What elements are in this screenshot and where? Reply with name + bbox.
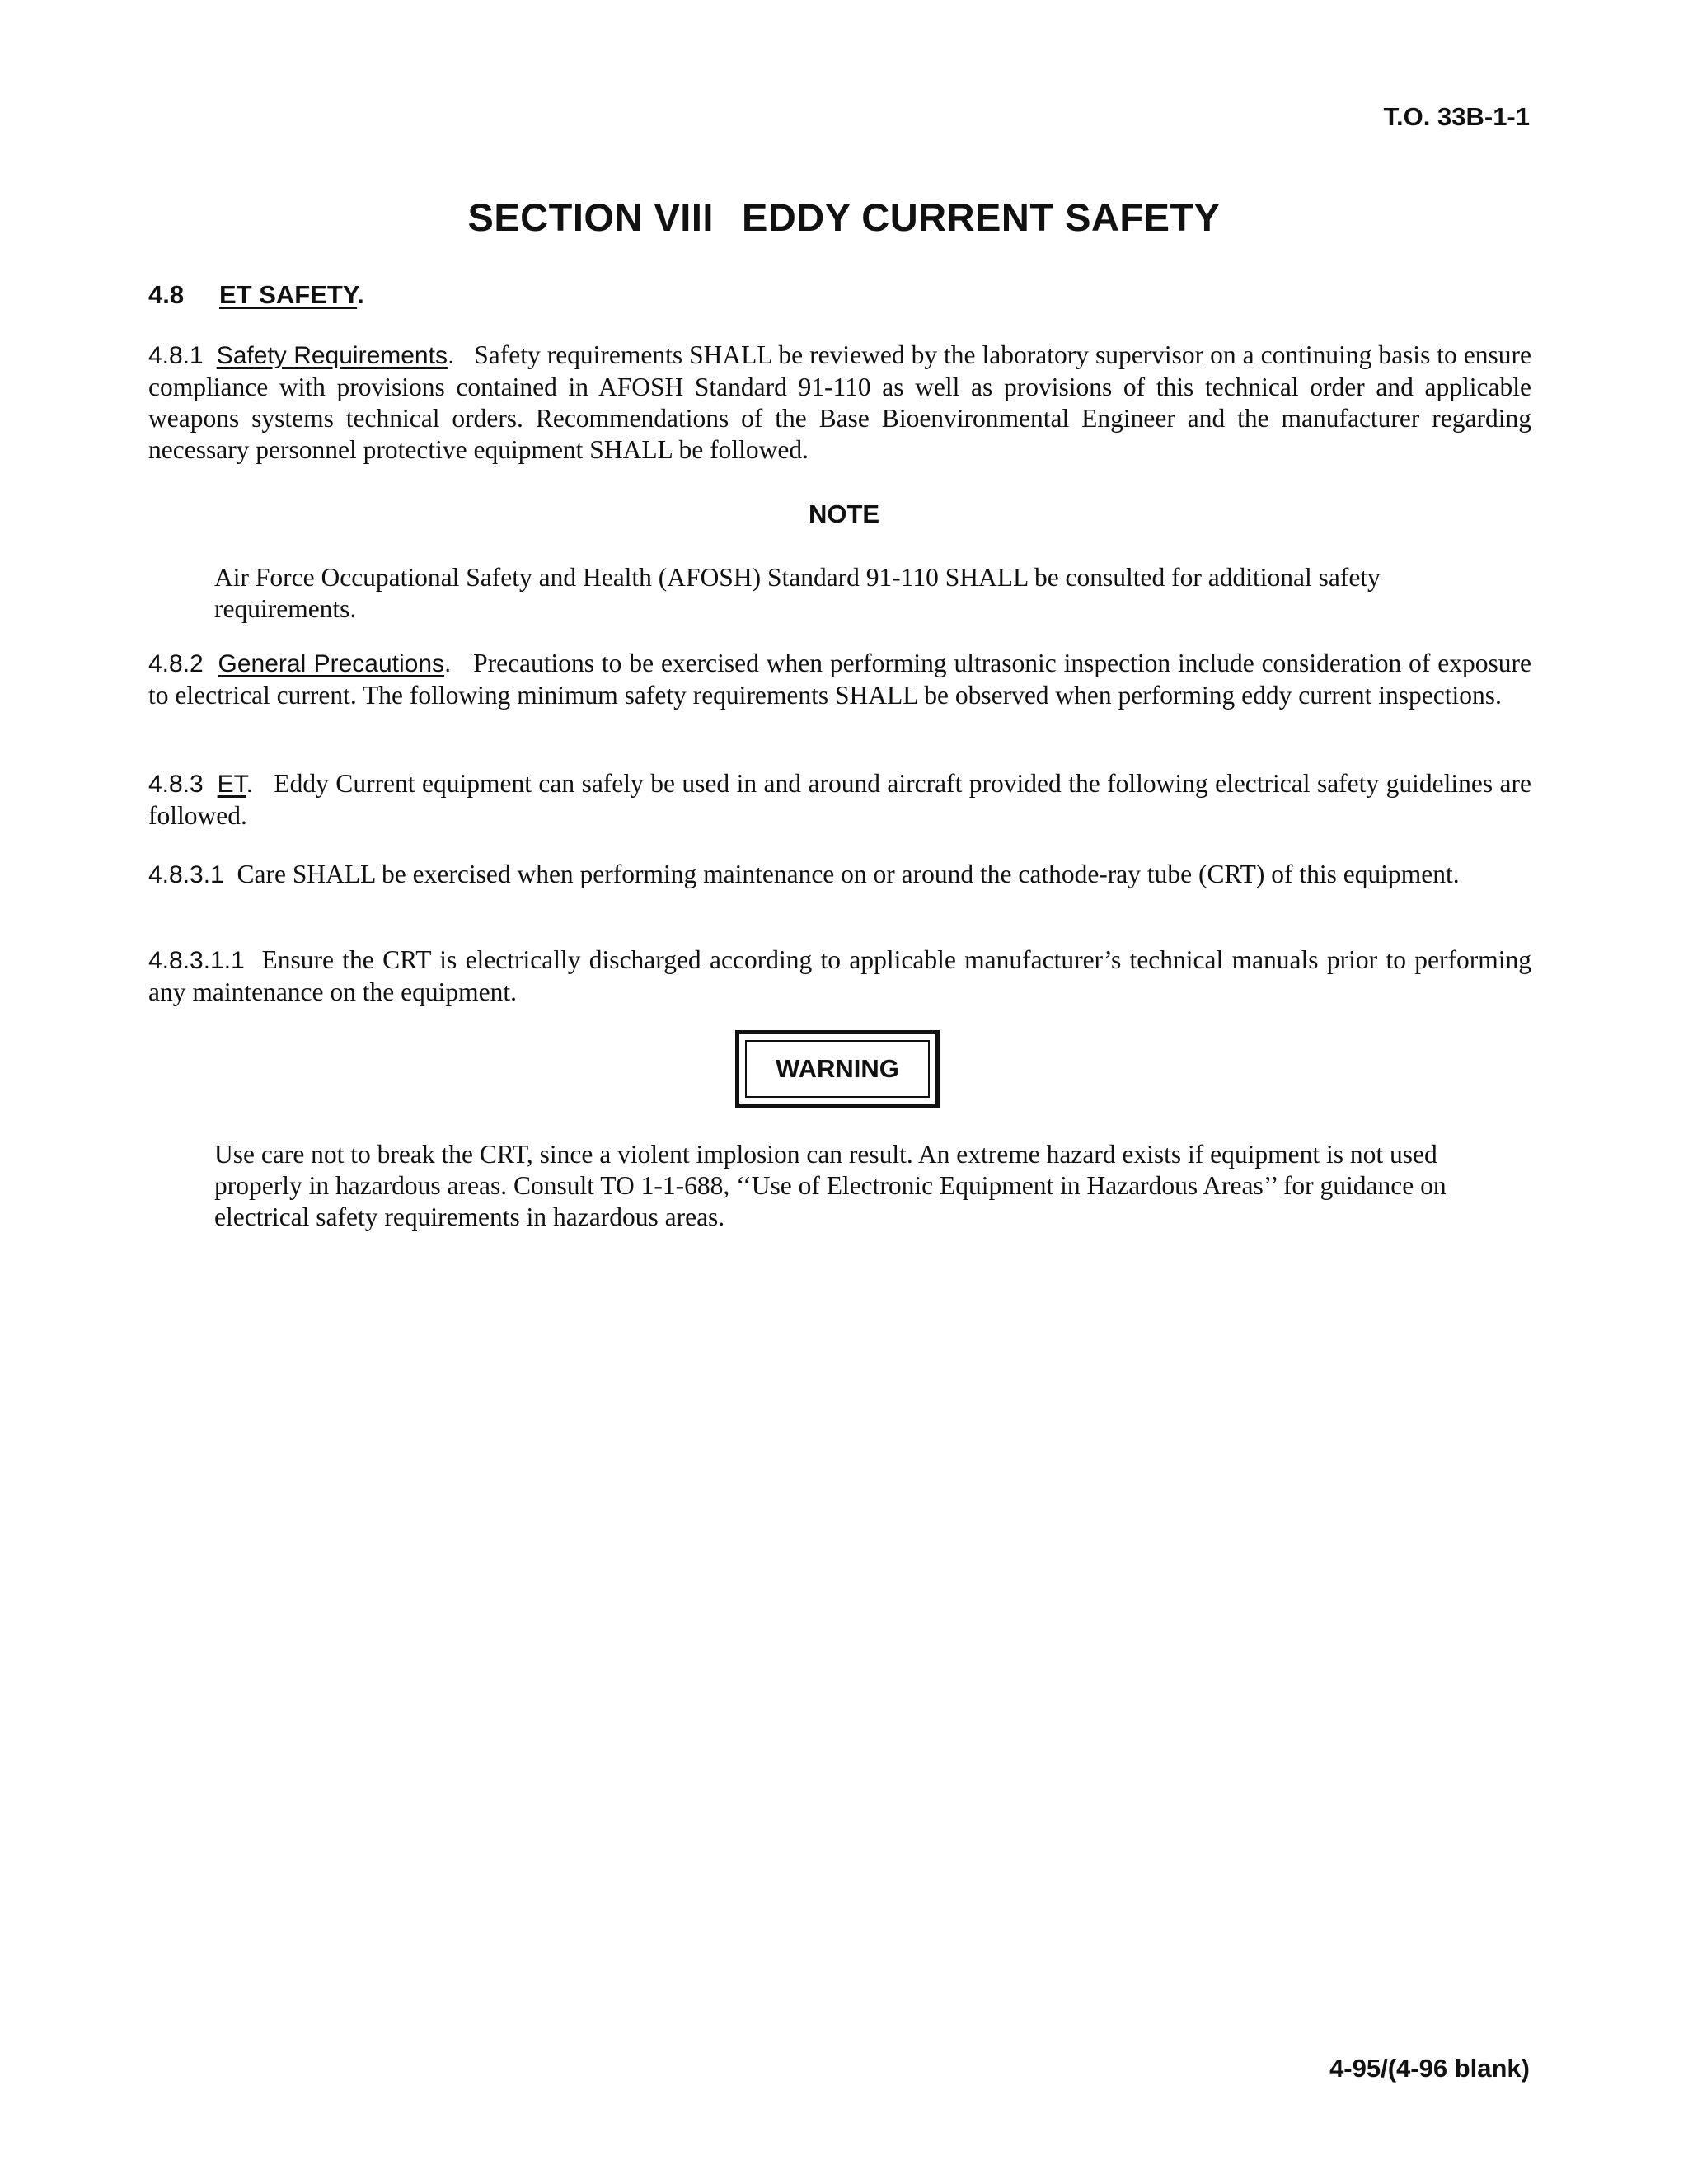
paragraph-subtitle: Safety Requirements [216,342,448,369]
paragraph-text: Precautions to be exercised when performing ultrasonic inspection include consideration of exposure to electrical current. The following minimum safety requirements SHALL be observed when performing eddy current inspections. [148,649,1532,710]
paragraph-number: 4.8.3 [148,771,204,798]
heading-punct: . [357,280,364,309]
paragraph-4-8-1 [148,340,1531,466]
page-number: 4-95/(4-96 blank) [1329,2054,1530,2083]
paragraph-punct: . [444,650,452,677]
section-label: SECTION VIII [467,195,714,239]
warning-label: WARNING [745,1040,930,1098]
paragraph-subtitle: General Precautions [218,650,445,677]
paragraph-punct: . [246,771,253,798]
paragraph-punct: . [447,342,455,369]
note-text: Air Force Occupational Safety and Health (AFOSH) Standard 91-110 SHALL be consulted for additional safety requirements. [214,563,1381,623]
document-id: T.O. 33B-1-1 [1383,102,1530,131]
heading-number: 4.8 [148,280,185,309]
paragraph-text: Eddy Current equipment can safely be used in and around aircraft provided the following electrical safety guidelines are followed. [148,769,1531,830]
paragraph-4-8-3 [148,768,1531,832]
paragraph-text: Ensure the CRT is electrically discharged according to applicable manufacturer’s technical manuals prior to performing any maintenance on the equipment. [148,945,1531,1006]
heading-4-8 [148,280,364,310]
paragraph-4-8-2 [148,648,1531,711]
heading-title: ET SAFETY [219,280,358,309]
paragraph-number: 4.8.1 [148,342,204,369]
section-title [0,194,1688,240]
paragraph-number: 4.8.3.1 [148,861,224,888]
paragraph-text: Care SHALL be exercised when performing maintenance on or around the cathode-ray tube (CRT) of this equipment. [237,860,1460,888]
section-name: EDDY CURRENT SAFETY [741,195,1221,239]
warning-text: Use care not to break the CRT, since a violent implosion can result. An extreme hazard exists if equipment is not used properly in hazardous areas. Consult TO 1-1-688, ‘‘Use of Electronic Equipment in Hazardous Areas’’ for guidance on electrical safety requirements in hazardous areas. [214,1140,1447,1231]
paragraph-4-8-3-1 [148,859,1531,891]
note-label: NOTE [808,499,880,528]
paragraph-subtitle: ET [217,771,246,798]
paragraph-number: 4.8.2 [148,650,204,677]
paragraph-number: 4.8.3.1.1 [148,947,245,974]
warning-box [735,1030,940,1108]
paragraph-4-8-3-1-1 [148,944,1531,1008]
paragraph-text: Safety requirements SHALL be reviewed by the laboratory supervisor on a continuing basis to ensure compliance with provisions contained in AFOSH Standard 91-110 as well as provisions of this technical order and applicable weapons systems technical orders. Recommendations of the Base Bioenvironmental Engineer and the manufacturer regarding necessary personnel protective equipment SHALL be followed. [148,340,1532,464]
